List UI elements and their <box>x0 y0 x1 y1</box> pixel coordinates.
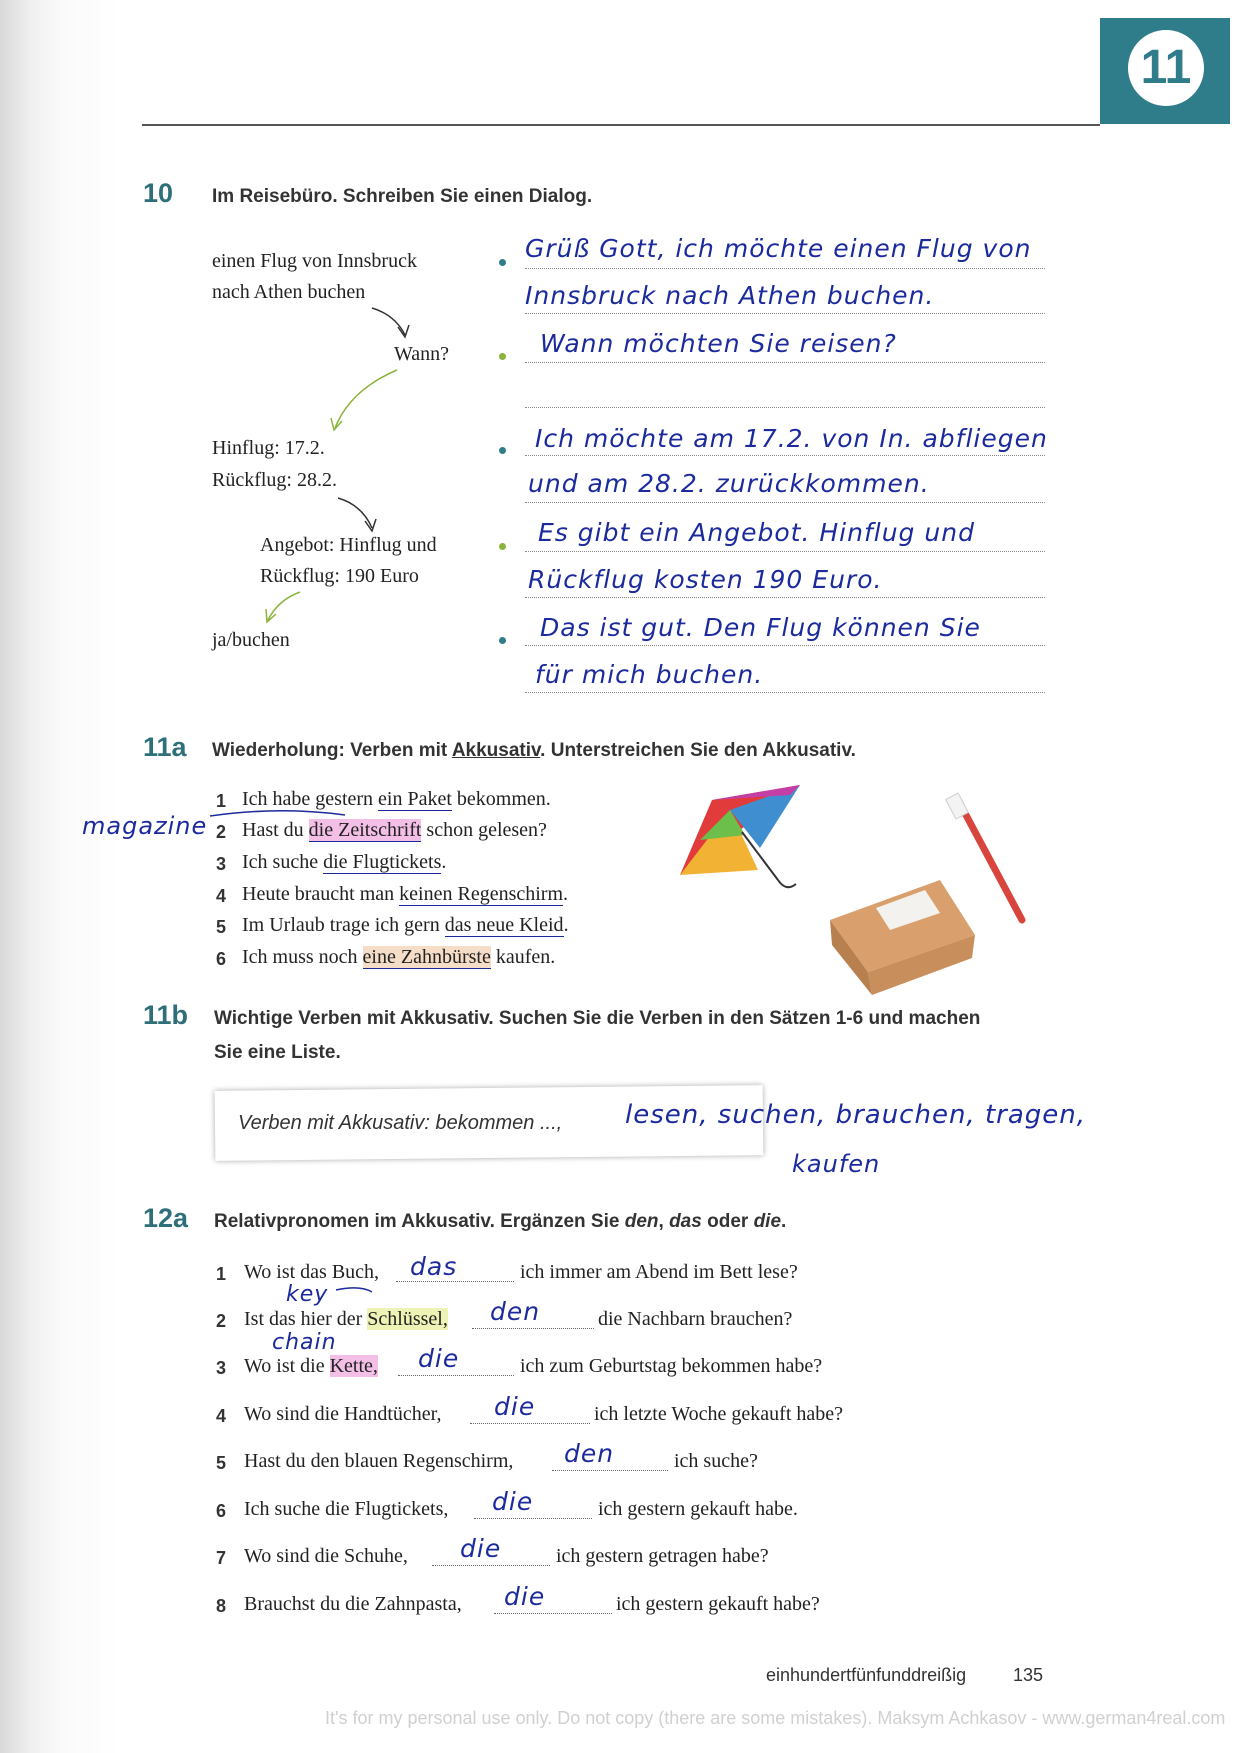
exercise-11b-title-line2: Sie eine Liste. <box>214 1042 341 1063</box>
sentence-start: Hast du den blauen Regenschirm, <box>244 1450 514 1472</box>
item-number: 5 <box>216 1453 227 1473</box>
handwritten-pronoun: das <box>410 1252 458 1281</box>
arrow-icon <box>331 370 397 430</box>
accusative-phrase: keinen Regenschirm <box>399 883 564 905</box>
handwritten-pronoun: den <box>564 1439 615 1468</box>
item-number: 8 <box>216 1596 227 1616</box>
accusative-phrase: ein Paket <box>378 788 452 810</box>
key-connector <box>336 1288 372 1292</box>
toothbrush-icon <box>946 793 1022 920</box>
item-number: 1 <box>216 1264 227 1284</box>
sentence-start: Ich suche die Flugtickets, <box>244 1498 449 1520</box>
sentence-item: Ich suche die Flugtickets. <box>242 851 447 873</box>
cue-flight-line1: einen Flug von Innsbruck <box>212 250 417 272</box>
handwritten-answer: Das ist gut. Den Flug können Sie <box>540 613 981 642</box>
sentence-start: Wo sind die Schuhe, <box>244 1545 408 1567</box>
accusative-phrase: die Zeitschrift <box>308 819 422 841</box>
handwritten-pronoun: die <box>460 1534 502 1563</box>
arrow-icon <box>266 592 300 622</box>
handwritten-verb-list-cont: kaufen <box>792 1150 881 1178</box>
sentence-end: ich zum Geburtstag bekommen habe? <box>520 1355 823 1377</box>
item-number: 5 <box>216 917 227 937</box>
exercise-10-number: 10 <box>143 178 174 208</box>
cue-book: ja/buchen <box>212 629 290 651</box>
margin-note-chain: chain <box>272 1330 337 1355</box>
item-number: 4 <box>216 1406 227 1426</box>
sentence-end: ich gestern gekauft habe? <box>616 1593 820 1615</box>
page-number-words: einhundertfünfunddreißig <box>766 1665 967 1685</box>
handwritten-pronoun: den <box>490 1297 541 1326</box>
sentence-item: Hast du die Zeitschrift schon gelesen? <box>242 819 547 841</box>
cue-offer-line2: Rückflug: 190 Euro <box>260 565 419 587</box>
sentence-item: Ich muss noch eine Zahnbürste kaufen. <box>242 946 556 968</box>
handwritten-pronoun: die <box>492 1487 534 1516</box>
sentence-end: ich immer am Abend im Bett lese? <box>520 1261 798 1283</box>
exercise-11b-title-line1: Wichtige Verben mit Akkusativ. Suchen Sie die Verben in den Sätzen 1-6 und machen <box>214 1008 981 1029</box>
item-number: 3 <box>216 854 227 874</box>
handwritten-pronoun: die <box>494 1392 536 1421</box>
sentence-start: Ist das hier der Schlüssel, <box>244 1308 448 1330</box>
handwritten-answer: Ich möchte am 17.2. von In. abfliegen <box>535 424 1048 453</box>
accusative-phrase: das neue Kleid <box>444 914 564 936</box>
chapter-number: 11 <box>1128 30 1204 106</box>
margin-note-magazine: magazine <box>82 812 208 840</box>
watermark-text: It's for my personal use only. Do not copy (there are some mistakes). Maksym Achkasov - www.german4real.com <box>325 1708 1226 1728</box>
item-number: 6 <box>216 1501 227 1521</box>
margin-note-key: key <box>286 1282 329 1307</box>
umbrella-icon <box>680 785 800 887</box>
handwritten-answer: für mich buchen. <box>535 660 764 689</box>
sentence-end: ich gestern getragen habe? <box>556 1545 769 1567</box>
cue-outbound: Hinflug: 17.2. <box>212 437 325 459</box>
sentence-end: die Nachbarn brauchen? <box>598 1308 793 1330</box>
sentence-item: Im Urlaub trage ich gern das neue Kleid. <box>242 914 569 936</box>
item-number: 2 <box>216 1311 227 1331</box>
exercise-12a-number: 12a <box>143 1203 189 1233</box>
exercise-12a-title: Relativpronomen im Akkusativ. Ergänzen Sie den, das oder die. <box>214 1211 787 1232</box>
arrow-icon <box>338 498 376 531</box>
cue-offer-line1: Angebot: Hinflug und <box>260 534 437 556</box>
item-number: 3 <box>216 1358 227 1378</box>
sentence-start: Wo ist die Kette, <box>244 1355 378 1377</box>
exercise-11b-number: 11b <box>143 1000 189 1030</box>
item-number: 6 <box>216 949 227 969</box>
sentence-end: ich letzte Woche gekauft habe? <box>594 1403 844 1425</box>
handwritten-answer: und am 28.2. zurückkommen. <box>528 469 930 498</box>
handwritten-answer: Grüß Gott, ich möchte einen Flug von <box>525 234 1032 263</box>
handwritten-pronoun: die <box>504 1582 546 1611</box>
sentence-start: Wo ist das Buch, <box>244 1261 380 1283</box>
accusative-phrase: eine Zahnbürste <box>362 946 491 968</box>
handwritten-answer: Es gibt ein Angebot. Hinflug und <box>538 518 975 547</box>
parcel-icon <box>830 880 975 995</box>
cue-return: Rückflug: 28.2. <box>212 469 337 491</box>
arrow-icon <box>372 308 409 337</box>
item-number: 1 <box>216 791 227 811</box>
item-number: 2 <box>216 822 227 842</box>
exercise-11a-title: Wiederholung: Verben mit Akkusativ. Unterstreichen Sie den Akkusativ. <box>212 740 856 761</box>
accusative-phrase: die Flugtickets <box>323 851 442 873</box>
handwritten-pronoun: die <box>418 1344 460 1373</box>
handwritten-answer: Rückflug kosten 190 Euro. <box>528 565 883 594</box>
sentence-item: Ich habe gestern ein Paket bekommen. <box>242 788 551 810</box>
exercise-10-title: Im Reisebüro. Schreiben Sie einen Dialog. <box>212 186 593 207</box>
sentence-start: Brauchst du die Zahnpasta, <box>244 1593 462 1615</box>
page-number: 135 <box>1013 1665 1044 1685</box>
magazine-connector <box>210 811 345 816</box>
item-number: 4 <box>216 886 227 906</box>
handwritten-verb-list: lesen, suchen, brauchen, tragen, <box>625 1100 1087 1130</box>
handwritten-answer: Wann möchten Sie reisen? <box>540 329 897 358</box>
sentence-end: ich gestern gekauft habe. <box>598 1498 798 1520</box>
exercise-11a-number: 11a <box>143 732 187 762</box>
item-number: 7 <box>216 1548 227 1568</box>
sentence-end: ich suche? <box>674 1450 758 1472</box>
sentence-item: Heute braucht man keinen Regenschirm. <box>242 883 569 905</box>
sentence-start: Wo sind die Handtücher, <box>244 1403 442 1425</box>
verb-list-label: Verben mit Akkusativ: bekommen ..., <box>238 1112 563 1134</box>
handwritten-answer: Innsbruck nach Athen buchen. <box>525 281 935 310</box>
cue-when: Wann? <box>394 343 450 365</box>
cue-flight-line2: nach Athen buchen <box>212 281 366 303</box>
